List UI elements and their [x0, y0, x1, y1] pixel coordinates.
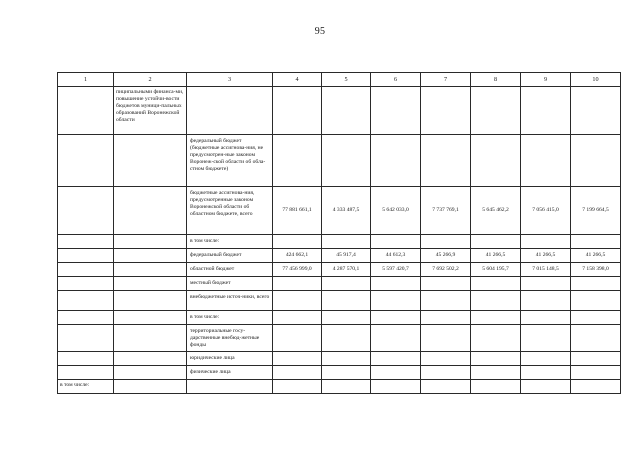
value-cell: [421, 235, 471, 249]
column-header: 5: [322, 73, 371, 87]
table-row: [58, 352, 621, 366]
funding-source-cell: юридические лица: [187, 352, 273, 366]
value-cell: [521, 325, 571, 352]
value-cell: 424 662,1: [273, 249, 322, 263]
value-cell: 7 158 398,0: [571, 263, 621, 277]
value-cell: [273, 366, 322, 380]
row-section-cell: [58, 325, 114, 352]
value-cell: [273, 352, 322, 366]
column-header: 2: [114, 73, 187, 87]
value-cell: [371, 352, 421, 366]
table-row: [58, 187, 621, 235]
value-cell: [521, 352, 571, 366]
value-cell: [273, 380, 322, 394]
funding-source-cell: территориальные госу-дарственные внебюд-жетные фонды: [187, 325, 273, 352]
value-cell: [571, 311, 621, 325]
row-title-cell: [114, 366, 187, 380]
funding-source-cell: [187, 380, 273, 394]
row-section-cell: [58, 263, 114, 277]
table-row: [58, 311, 621, 325]
value-cell: [471, 235, 521, 249]
value-cell: 7 199 664,5: [571, 187, 621, 235]
value-cell: [322, 380, 371, 394]
table-row: [58, 87, 621, 135]
row-title-cell: [114, 249, 187, 263]
funding-source-cell: федеральный бюджет: [187, 249, 273, 263]
value-cell: [273, 325, 322, 352]
value-cell: [471, 87, 521, 135]
value-cell: [571, 366, 621, 380]
value-cell: [322, 87, 371, 135]
row-section-cell: [58, 291, 114, 311]
value-cell: 41 266,5: [571, 249, 621, 263]
value-cell: [471, 311, 521, 325]
row-title-cell: [114, 263, 187, 277]
table-row: [58, 325, 621, 352]
row-title-cell: [114, 277, 187, 291]
value-cell: 5 597 420,7: [371, 263, 421, 277]
value-cell: [521, 87, 571, 135]
value-cell: [421, 311, 471, 325]
value-cell: [471, 135, 521, 187]
value-cell: [421, 380, 471, 394]
row-section-cell: [58, 135, 114, 187]
value-cell: [571, 277, 621, 291]
row-title-cell: [114, 352, 187, 366]
funding-source-cell: бюджетные ассигнова-ния, предусмотренные законом Воронежской области об областном бюджете, всего: [187, 187, 273, 235]
column-header: 8: [471, 73, 521, 87]
column-header: 10: [571, 73, 621, 87]
value-cell: [571, 325, 621, 352]
value-cell: [421, 87, 471, 135]
row-section-cell: [58, 235, 114, 249]
row-title-cell: [114, 311, 187, 325]
column-header: 4: [273, 73, 322, 87]
funding-source-cell: областной бюджет: [187, 263, 273, 277]
value-cell: [371, 87, 421, 135]
value-cell: [471, 291, 521, 311]
row-section-cell: [58, 311, 114, 325]
table-row: [58, 249, 621, 263]
value-cell: 41 266,5: [521, 249, 571, 263]
value-cell: 7 692 502,2: [421, 263, 471, 277]
value-cell: [322, 135, 371, 187]
value-cell: [521, 311, 571, 325]
funding-source-cell: [187, 87, 273, 135]
value-cell: [371, 235, 421, 249]
value-cell: [273, 87, 322, 135]
row-section-cell: [58, 352, 114, 366]
value-cell: [322, 352, 371, 366]
column-header: 6: [371, 73, 421, 87]
column-header-row: [58, 73, 621, 87]
value-cell: [421, 135, 471, 187]
row-title-cell: [114, 291, 187, 311]
value-cell: [571, 87, 621, 135]
value-cell: [471, 352, 521, 366]
value-cell: [571, 380, 621, 394]
value-cell: [521, 135, 571, 187]
row-title-cell: [114, 235, 187, 249]
table-row: [58, 263, 621, 277]
row-section-cell: [58, 249, 114, 263]
column-header: 3: [187, 73, 273, 87]
value-cell: [371, 325, 421, 352]
funding-source-cell: физические лица: [187, 366, 273, 380]
value-cell: [521, 380, 571, 394]
value-cell: [521, 366, 571, 380]
value-cell: 77 881 661,1: [273, 187, 322, 235]
funding-source-cell: федеральный бюджет (бюджетные ассигнова-ния, не предусмотрен-ные законом Воронеж-ской области об обла-стном бюджете): [187, 135, 273, 187]
value-cell: [322, 311, 371, 325]
row-section-cell: [58, 187, 114, 235]
value-cell: [371, 291, 421, 311]
row-title-cell: [114, 135, 187, 187]
value-cell: [421, 366, 471, 380]
table-row: [58, 277, 621, 291]
value-cell: [471, 277, 521, 291]
value-cell: [273, 277, 322, 291]
funding-source-cell: в том числе:: [187, 311, 273, 325]
value-cell: 5 642 033,0: [371, 187, 421, 235]
value-cell: [571, 352, 621, 366]
value-cell: [371, 311, 421, 325]
value-cell: [273, 135, 322, 187]
funding-source-cell: внебюджетные источ-ники, всего: [187, 291, 273, 311]
page-number: 95: [314, 26, 326, 37]
value-cell: [322, 325, 371, 352]
row-section-cell: [58, 277, 114, 291]
value-cell: 77 456 999,0: [273, 263, 322, 277]
value-cell: [571, 291, 621, 311]
value-cell: 5 604 195,7: [471, 263, 521, 277]
value-cell: [371, 277, 421, 291]
column-header: 1: [58, 73, 114, 87]
value-cell: 4 287 570,1: [322, 263, 371, 277]
value-cell: [371, 135, 421, 187]
budget-table: [57, 72, 621, 394]
table-row: [58, 135, 621, 187]
value-cell: [322, 235, 371, 249]
value-cell: [421, 291, 471, 311]
row-title-cell: пиципальными финанса-ми, повышение устойчи-вости бюджетов муници-пальных образований Воронежской области: [114, 87, 187, 135]
funding-source-cell: в том числе:: [187, 235, 273, 249]
value-cell: [322, 366, 371, 380]
value-cell: [571, 235, 621, 249]
value-cell: 41 266,5: [471, 249, 521, 263]
table-row: [58, 235, 621, 249]
value-cell: [571, 135, 621, 187]
value-cell: [371, 380, 421, 394]
value-cell: 45 266,9: [421, 249, 471, 263]
value-cell: [421, 352, 471, 366]
value-cell: [471, 325, 521, 352]
value-cell: [471, 366, 521, 380]
value-cell: [471, 380, 521, 394]
value-cell: [521, 291, 571, 311]
funding-source-cell: местный бюджет: [187, 277, 273, 291]
value-cell: 4 333 487,5: [322, 187, 371, 235]
value-cell: [273, 291, 322, 311]
value-cell: 7 737 769,1: [421, 187, 471, 235]
value-cell: 5 645 462,2: [471, 187, 521, 235]
row-section-cell: в том числе:: [58, 380, 114, 394]
column-header: 9: [521, 73, 571, 87]
value-cell: [421, 277, 471, 291]
table-row: [58, 380, 621, 394]
column-header: 7: [421, 73, 471, 87]
table-row: [58, 291, 621, 311]
row-section-cell: [58, 366, 114, 380]
value-cell: [421, 325, 471, 352]
value-cell: [521, 235, 571, 249]
value-cell: [322, 277, 371, 291]
value-cell: [371, 366, 421, 380]
value-cell: [273, 235, 322, 249]
value-cell: 45 917,4: [322, 249, 371, 263]
value-cell: [521, 277, 571, 291]
value-cell: [322, 291, 371, 311]
row-title-cell: [114, 325, 187, 352]
row-title-cell: [114, 187, 187, 235]
row-title-cell: [114, 380, 187, 394]
value-cell: 44 612,3: [371, 249, 421, 263]
value-cell: 7 056 415,0: [521, 187, 571, 235]
value-cell: [273, 311, 322, 325]
row-section-cell: [58, 87, 114, 135]
value-cell: 7 015 148,5: [521, 263, 571, 277]
table-row: [58, 366, 621, 380]
